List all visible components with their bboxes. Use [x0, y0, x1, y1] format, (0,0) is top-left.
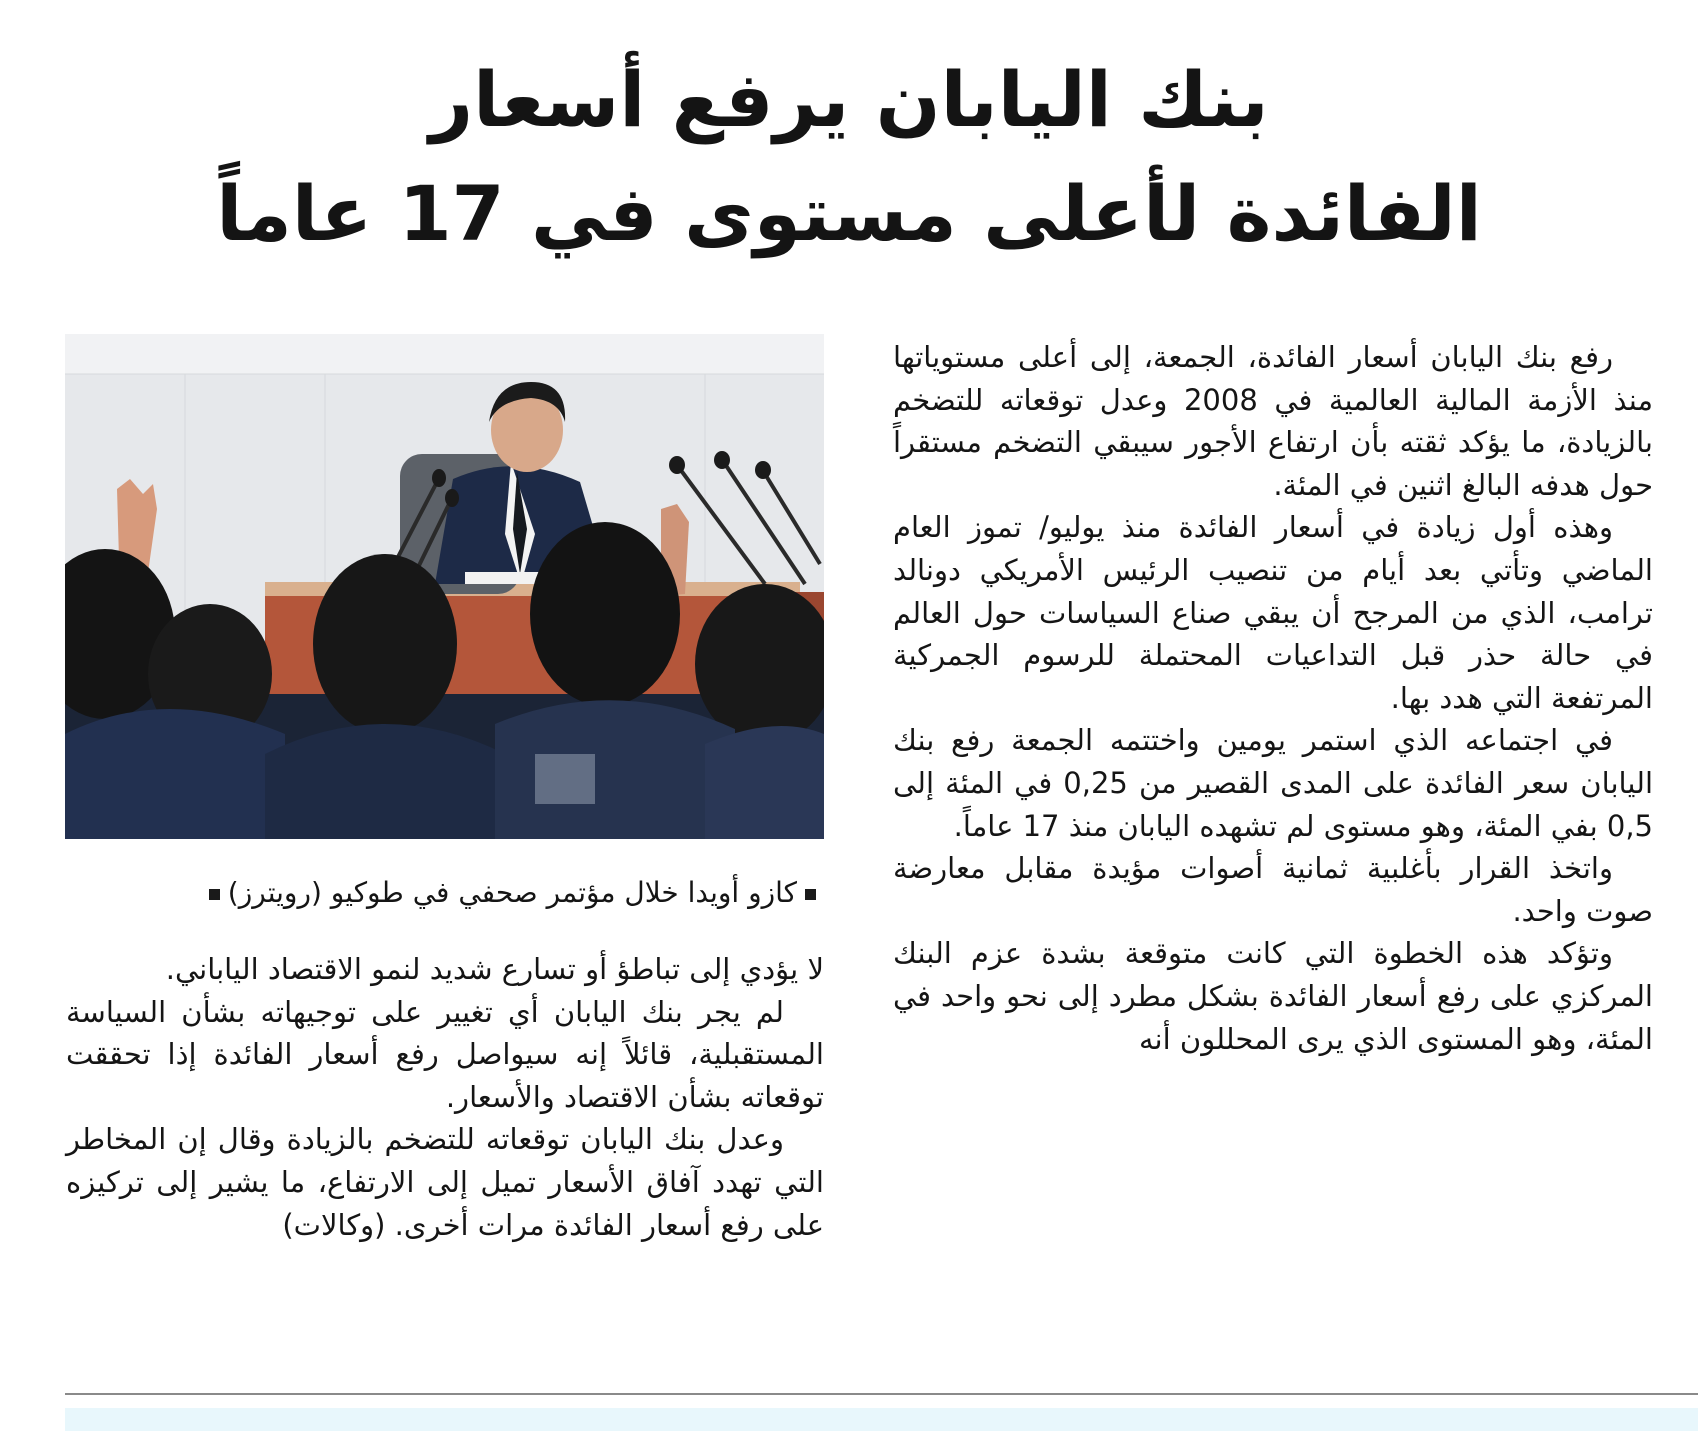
article-left-column: [66, 948, 824, 1246]
paragraph: رفع بنك اليابان أسعار الفائدة، الجمعة، إلى أعلى مستوياتها منذ الأزمة المالية العالمية في 2008 وعدل توقعاته للتضخم بالزيادة، ما يؤكد ثقته بأن ارتفاع الأجور سيبقي التضخم مستقراً حول هدفه البالغ اثنين في المئة.: [893, 340, 1653, 502]
headline-line-1: بنك اليابان يرفع أسعار: [429, 55, 1269, 144]
bottom-divider: [65, 1393, 1698, 1395]
headline-line-2: الفائدة لأعلى مستوى في 17 عاماً: [216, 169, 1482, 258]
square-bullet-icon: [209, 889, 220, 900]
photo-illustration: [65, 334, 824, 839]
paragraph: لا يؤدي إلى تباطؤ أو تسارع شديد لنمو الاقتصاد الياباني.: [165, 952, 824, 986]
paragraph: وهذه أول زيادة في أسعار الفائدة منذ يوليو/ تموز العام الماضي وتأتي بعد أيام من تنصيب الرئيس الأمريكي دونالد ترامب، الذي من المرجح أن يبقي صناع السياسات حول العالم في حالة حذر قبل التداعيات المحتملة للرسوم الجمركية المرتفعة التي هدد بها.: [893, 510, 1653, 715]
square-bullet-icon: [805, 889, 816, 900]
paragraph: واتخذ القرار بأغلبية ثمانية أصوات مؤيدة مقابل معارضة صوت واحد.: [893, 851, 1653, 928]
photo-caption: [66, 873, 824, 913]
paragraph: وعدل بنك اليابان توقعاته للتضخم بالزيادة وقال إن المخاطر التي تهدد آفاق الأسعار تميل إلى الارتفاع، ما يشير إلى تركيزه على رفع أسعار الفائدة مرات أخرى. (وكالات): [66, 1122, 824, 1242]
paragraph: وتؤكد هذه الخطوة التي كانت متوقعة بشدة عزم البنك المركزي على رفع أسعار الفائدة بشكل مطرد إلى نحو واحد في المئة، وهو المستوى الذي يرى المحللون أنه: [893, 936, 1653, 1056]
footer-band: [65, 1408, 1698, 1431]
article-right-column: [893, 336, 1653, 1060]
press-conference-photo: [65, 334, 824, 839]
paragraph: لم يجر بنك اليابان أي تغيير على توجيهاته بشأن السياسة المستقبلية، قائلاً إنه سيواصل رفع أسعار الفائدة إذا تحققت توقعاته بشأن الاقتصاد والأسعار.: [66, 994, 824, 1114]
caption-text: كازو أويدا خلال مؤتمر صحفي في طوكيو (رويترز): [227, 876, 797, 909]
paragraph: في اجتماعه الذي استمر يومين واختتمه الجمعة رفع بنك اليابان سعر الفائدة على المدى القصير من 0,25 في المئة إلى 0,5 بفي المئة، وهو مستوى لم تشهده اليابان منذ 17 عاماً.: [893, 723, 1653, 843]
